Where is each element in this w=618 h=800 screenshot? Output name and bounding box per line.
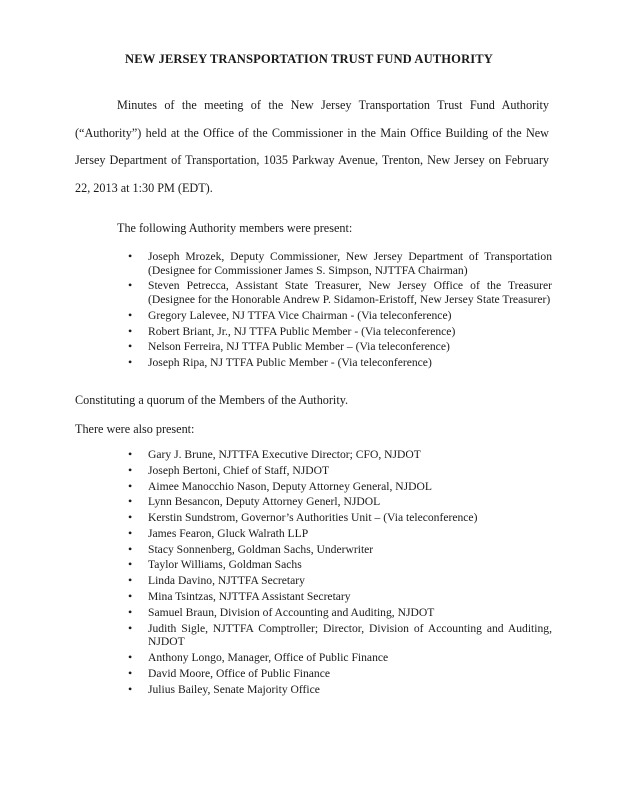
list-item: • Nelson Ferreira, NJ TTFA Public Member – (Via teleconference) (128, 340, 552, 354)
list-item: • Julius Bailey, Senate Majority Office (128, 683, 552, 697)
list-item: • Gregory Lalevee, NJ TTFA Vice Chairman - (Via teleconference) (128, 309, 552, 323)
list-item: • Robert Briant, Jr., NJ TTFA Public Member - (Via teleconference) (128, 325, 552, 339)
list-item: • Anthony Longo, Manager, Office of Public Finance (128, 651, 552, 665)
intro-paragraph: Minutes of the meeting of the New Jersey Transportation Trust Fund Authority (“Authority”) held at the Office of the Commissioner in the Main Office Building of the New Jersey Department of Transportation, 1035 Parkway Avenue, Trenton, New Jersey on February 22, 2013 at 1:30 PM (EDT). (75, 98, 549, 195)
list-item: • Lynn Besancon, Deputy Attorney Generl, NJDOL (128, 495, 552, 509)
list-item: • Joseph Mrozek, Deputy Commissioner, New Jersey Department of Transportation (Designee for Commissioner James S. Simpson, NJTTFA Chairman) (128, 250, 552, 277)
list-item: • Kerstin Sundstrom, Governor’s Authorities Unit – (Via teleconference) (128, 511, 552, 525)
members-list (128, 250, 552, 372)
list-item: • Joseph Bertoni, Chief of Staff, NJDOT (128, 464, 552, 478)
also-present-intro: There were also present: (75, 422, 195, 436)
members-intro: The following Authority members were present: (117, 221, 353, 235)
list-item: • Taylor Williams, Goldman Sachs (128, 558, 552, 572)
list-item: • Mina Tsintzas, NJTTFA Assistant Secretary (128, 590, 552, 604)
attendees-list (128, 448, 552, 698)
list-item: • Joseph Ripa, NJ TTFA Public Member - (Via teleconference) (128, 356, 552, 370)
list-item: • Stacy Sonnenberg, Goldman Sachs, Underwriter (128, 543, 552, 557)
list-item: • Samuel Braun, Division of Accounting and Auditing, NJDOT (128, 606, 552, 620)
document-title: NEW JERSEY TRANSPORTATION TRUST FUND AUTHORITY (125, 52, 493, 66)
list-item: • Aimee Manocchio Nason, Deputy Attorney General, NJDOL (128, 480, 552, 494)
list-item: • Linda Davino, NJTTFA Secretary (128, 574, 552, 588)
list-item: • Judith Sigle, NJTTFA Comptroller; Director, Division of Accounting and Auditing, NJDOT (128, 622, 552, 649)
list-item: • Gary J. Brune, NJTTFA Executive Director; CFO, NJDOT (128, 448, 552, 462)
list-item: • David Moore, Office of Public Finance (128, 667, 552, 681)
quorum-statement: Constituting a quorum of the Members of the Authority. (75, 393, 349, 407)
list-item: • Steven Petrecca, Assistant State Treasurer, New Jersey Office of the Treasurer (Designee for the Honorable Andrew P. Sidamon-Eristoff, New Jersey State Treasurer) (128, 279, 552, 306)
list-item: • James Fearon, Gluck Walrath LLP (128, 527, 552, 541)
